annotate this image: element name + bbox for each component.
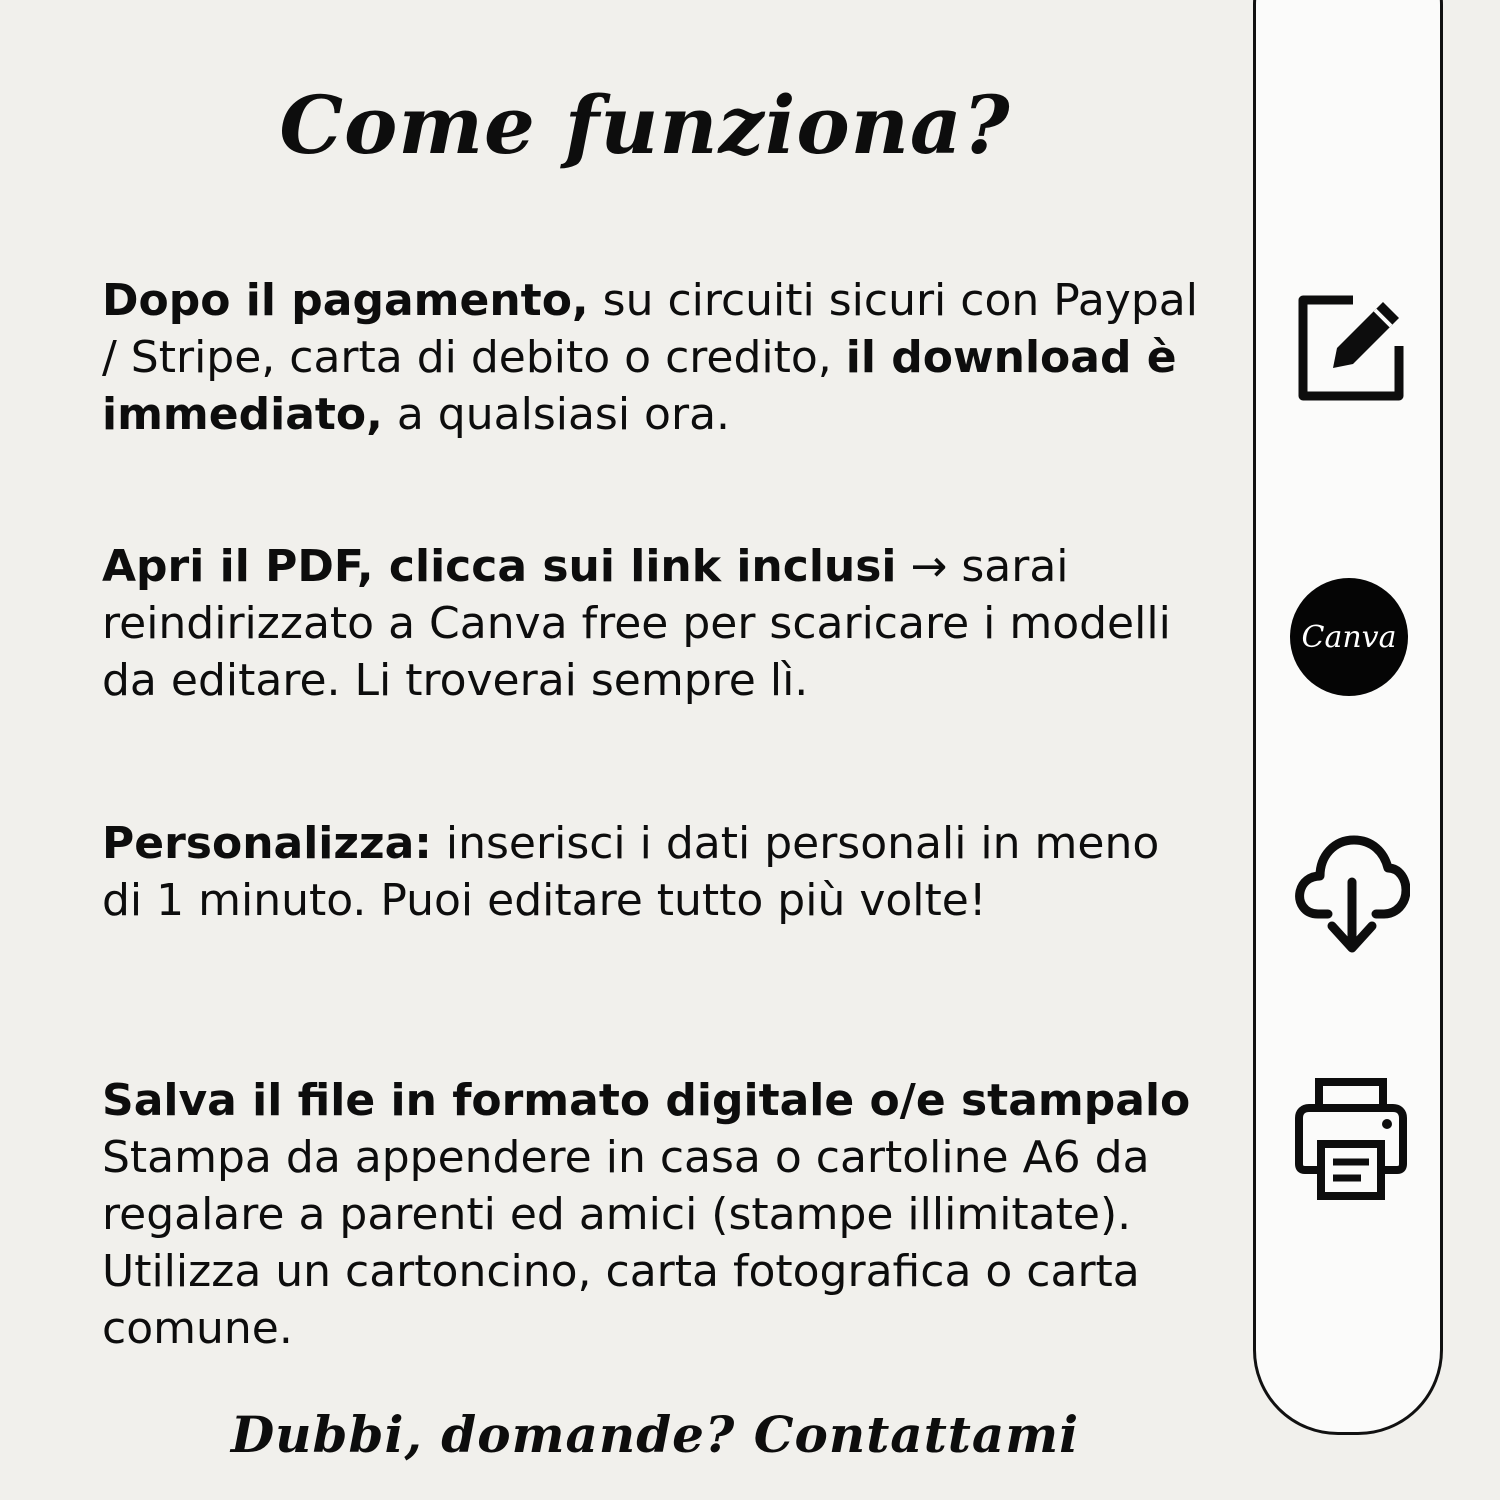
step-payment xyxy=(102,272,1212,443)
footer-contact[interactable]: Dubbi, domande? Contattami xyxy=(230,1405,1080,1464)
step-payment-bold: Dopo il pagamento, xyxy=(102,275,589,326)
step-open-pdf-text: → sarai reindirizzato a Canva free per scaricare i modelli da editare. Li troverai sempre lì. xyxy=(102,541,1171,706)
canva-logo xyxy=(1290,578,1408,696)
canva-logo-text: Canva xyxy=(1301,619,1397,655)
step-payment-text: su circuiti sicuri con Paypal / Stripe, carta di debito o credito, xyxy=(102,275,1198,383)
step-save-print xyxy=(102,1072,1212,1357)
cloud-download-icon xyxy=(1294,830,1410,958)
icon-rail xyxy=(1253,0,1443,1435)
step-personalize xyxy=(102,815,1212,929)
step-open-pdf-bold: Apri il PDF, clicca sui link inclusi xyxy=(102,541,897,592)
step-save-print-bold: Salva il file in formato digitale o/e stampalo xyxy=(102,1075,1191,1126)
printer-icon xyxy=(1295,1078,1407,1200)
page-title: Come funziona? xyxy=(279,78,1011,172)
edit-icon xyxy=(1295,290,1411,406)
step-payment-bold-2: il download è immediato, xyxy=(102,332,1177,440)
step-payment-text-2: a qualsiasi ora. xyxy=(382,389,731,440)
step-open-pdf xyxy=(102,538,1212,709)
step-personalize-bold: Personalizza: xyxy=(102,818,432,869)
step-personalize-text: inserisci i dati personali in meno di 1 minuto. Puoi editare tutto più volte! xyxy=(102,818,1160,926)
step-save-print-text: Stampa da appendere in casa o cartoline A6 da regalare a parenti ed amici (stampe illimitate). Utilizza un cartoncino, carta fotografica o carta comune. xyxy=(102,1132,1150,1354)
